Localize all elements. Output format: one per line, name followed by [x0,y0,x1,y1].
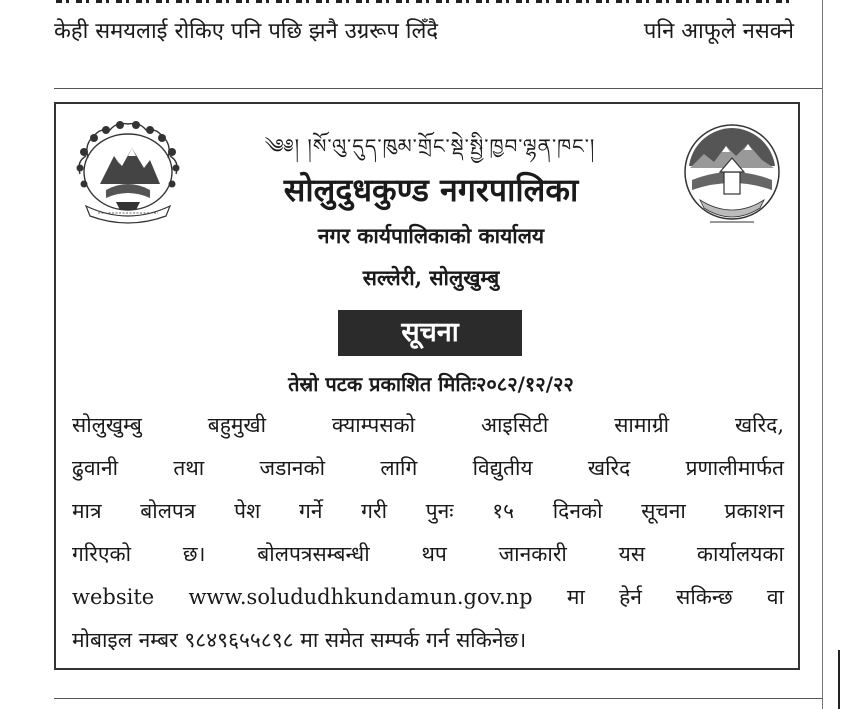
office-name: नगर कार्यपालिकाको कार्यालय [317,223,545,248]
column-rule-secondary [838,650,840,709]
notice-title-banner: सूचना [338,310,522,356]
notice-body-line-contact: मोबाइल नम्बर ९८४९६५५८९८ मा समेत सम्पर्क गर्न सकिनेछ। [72,628,527,652]
notice-body-line: ढुवानी तथा जडानको लागि विद्युतीय खरिद प्रणालीमार्फत [72,456,784,480]
municipality-logo-icon [680,116,784,238]
previous-article-text-right: पनि आफूले नसक्ने [643,19,794,44]
clipped-text-strip [0,0,822,4]
notice-body [72,404,784,662]
notice-body-line-website: website www.solududhkundamun.gov.np मा हेर्न सकिन्छ वा [72,585,784,609]
notice-box [54,102,800,670]
separator-top [54,88,822,89]
notice-body-line: सोलुखुम्बु बहुमुखी क्याम्पसको आइसिटी सामाग्री खरिद, [72,413,784,437]
column-rule [822,0,823,709]
office-address: सल्लेरी, सोलुखुम्बु [362,265,500,290]
separator-bottom [54,698,822,699]
previous-article-line [54,16,794,48]
municipality-name: सोलुदुधकुण्ड नगरपालिका [283,171,579,209]
notice-body-line: मात्र बोलपत्र पेश गर्ने गरी पुनः १५ दिनको सूचना प्रकाशन [72,499,784,523]
publication-date: तेस्रो पटक प्रकाशित मितिः२०८२/१२/२२ [288,372,574,396]
previous-article-text-left: केही समयलाई रोकिए पनि पछि झनै उग्ररूप लिँदै [54,19,439,44]
nepal-government-emblem-icon [70,118,186,224]
tibetan-heading: ༄༅། །སོ་ལུ་དུད་ཁུམ་གྲོང་སྡེ་སྤྱི་ཁྱབ་ལྷན་ཁང་། [264,134,596,158]
notice-body-line: गरिएको छ। बोलपत्रसम्बन्धी थप जानकारी यस कार्यालयका [72,542,784,566]
